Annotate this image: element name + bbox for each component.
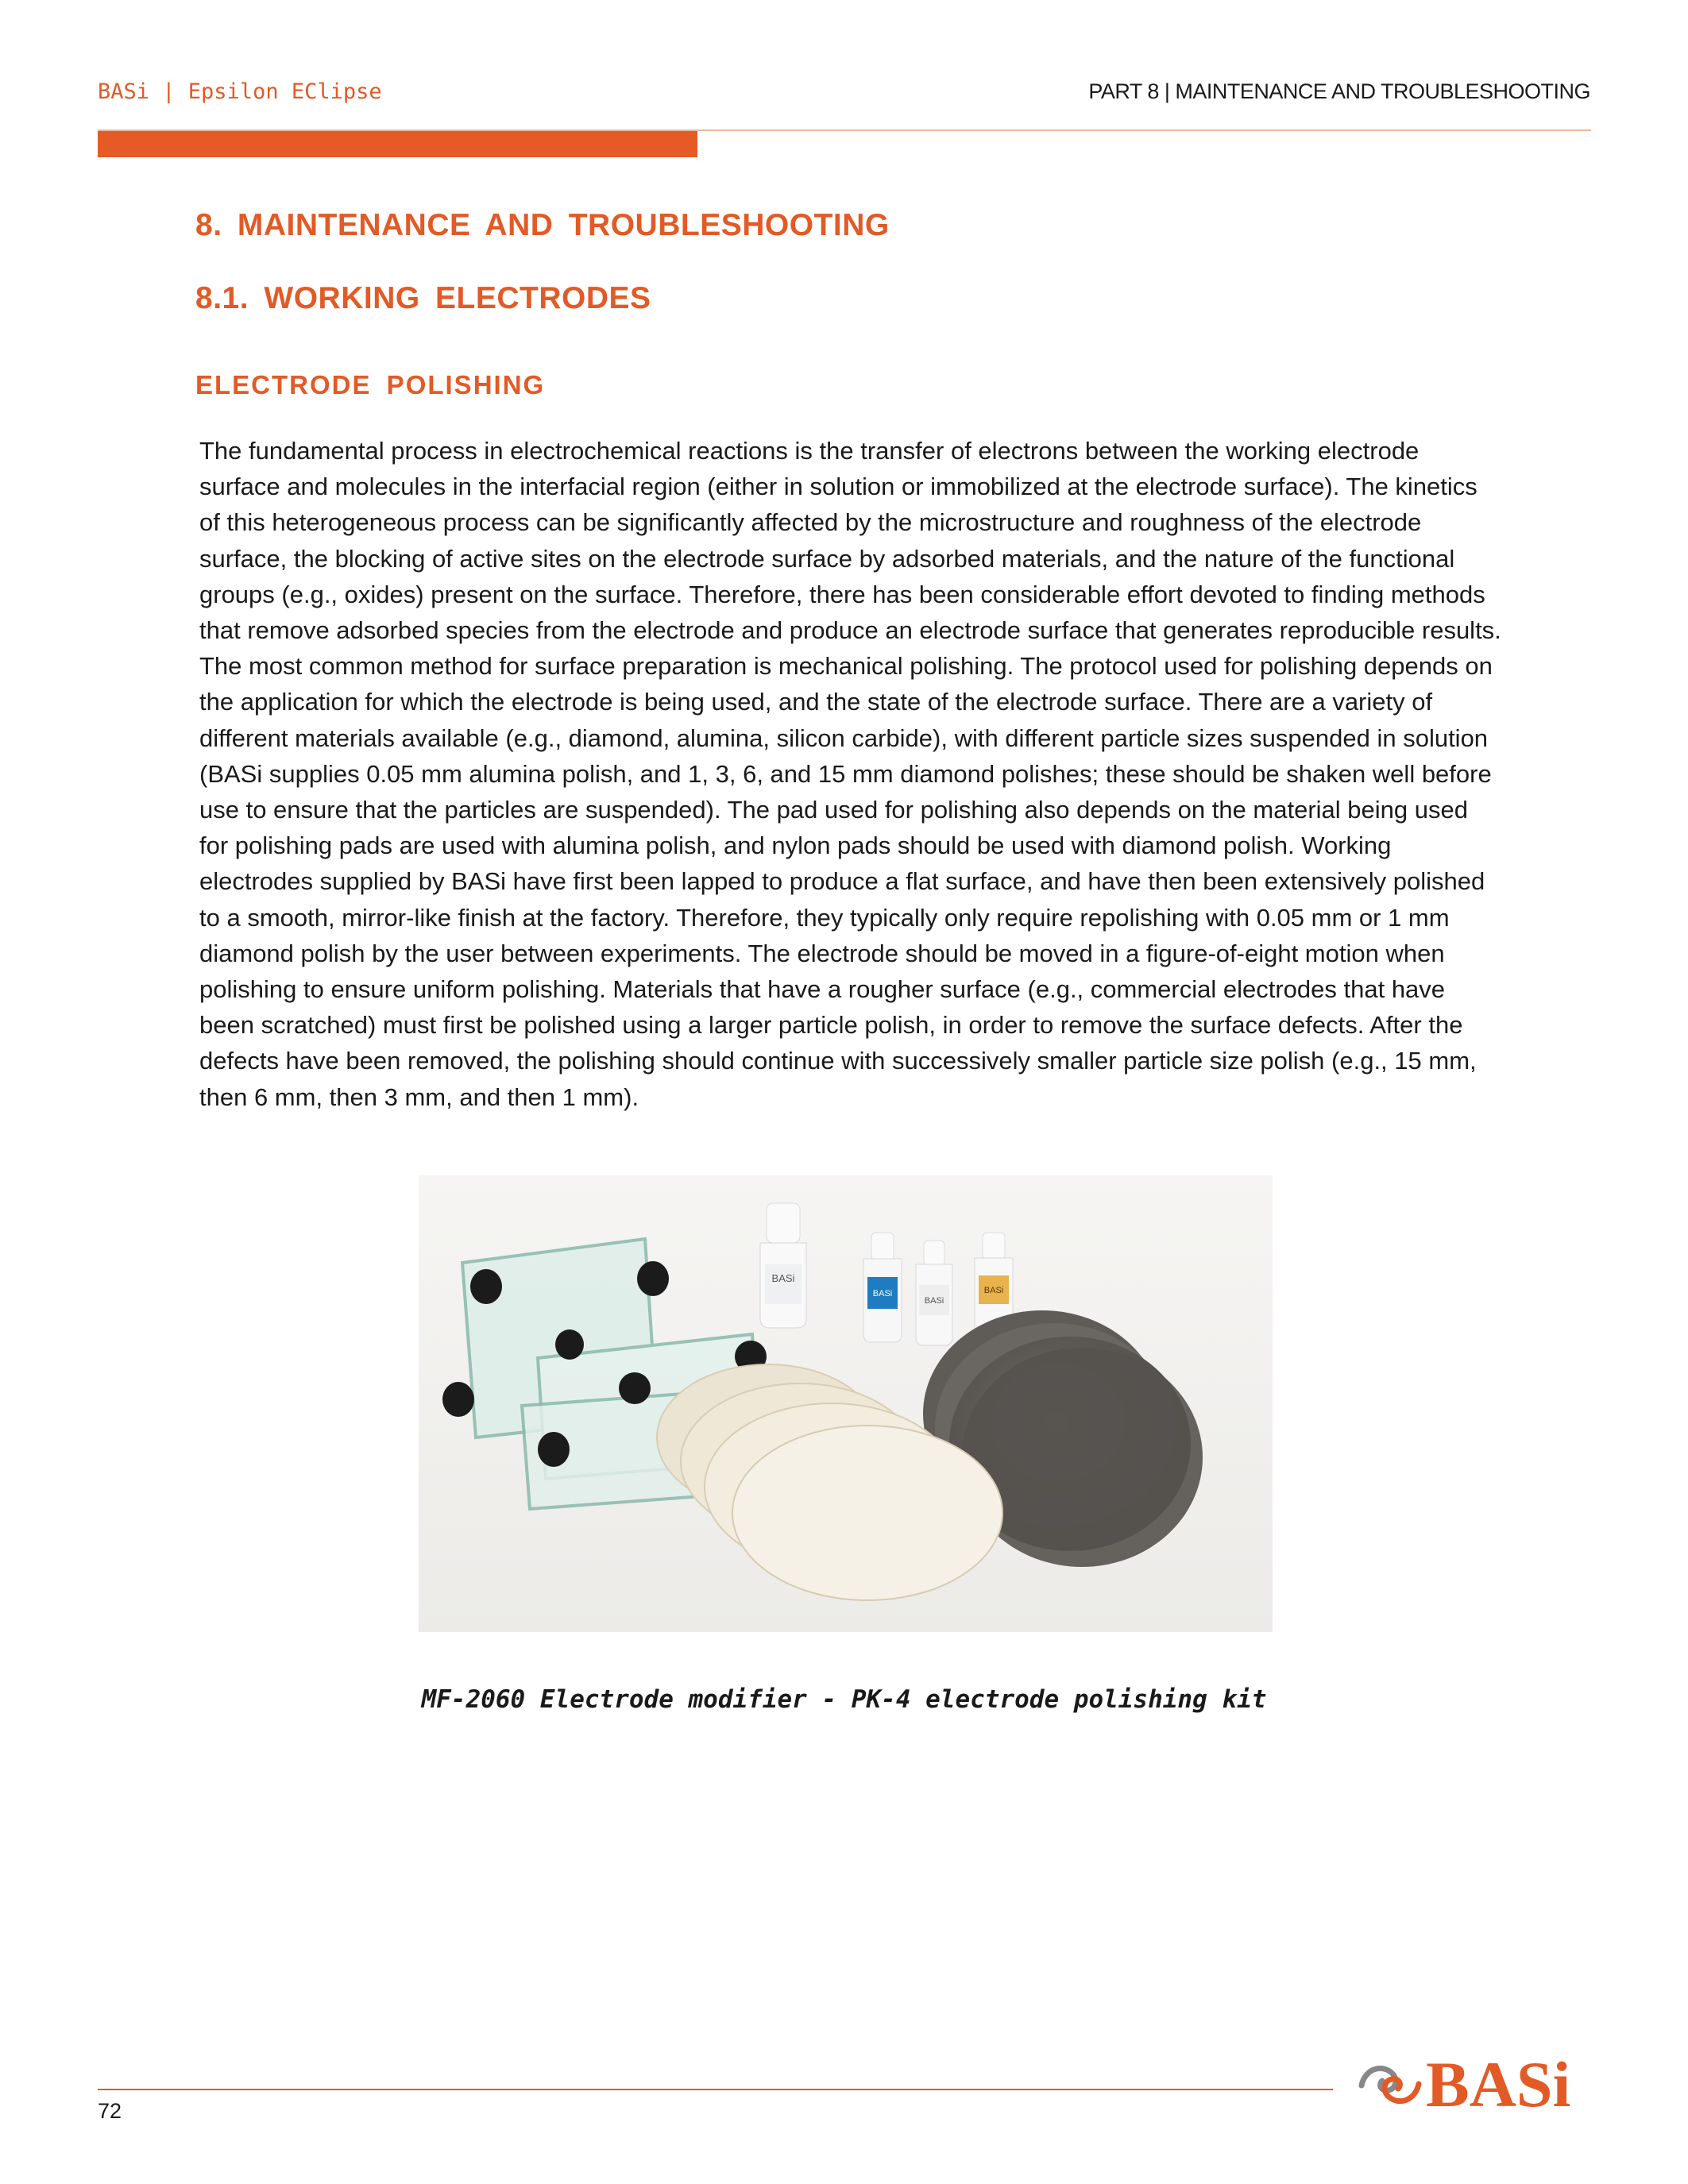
chapter-heading: 8. MAINTENANCE AND TROUBLESHOOTING: [195, 208, 890, 242]
polishing-kit-illustration: [419, 1175, 1273, 1632]
svg-text:BASi: BASi: [983, 1286, 1004, 1295]
body-paragraph: The fundamental process in electrochemical reactions is the transfer of electrons between the working electrode surface and molecules in the interfacial region (either in solution or immobilized at the electrode surface). The kinetics of this heterogeneous process can be significantly affected by the microstructure and roughness of the electrode surface, the blocking of active sites on the electrode surface by adsorbed materials, and the nature of the functional groups (e.g., oxides) present on the surface. Therefore, there has been considerable effort devoted to finding methods that remove adsorbed species from the electrode and produce an electrode surface that generates reproducible results. The most common method for surface preparation is mechanical polishing. The protocol used for polishing depends on the application for which the electrode is being used, and the state of the electrode surface. There are a variety of different materials available (e.g., diamond, alumina, silicon carbide), with different particle sizes suspended in solution (BASi supplies 0.05 mm alumina polish, and 1, 3, 6, and 15 mm diamond polishes; these should be shaken well before use to ensure that the particles are suspended). The pad used for polishing also depends on the material being used for polishing pads are used with alumina polish, and nylon pads should be used with diamond polish. Working electrodes supplied by BASi have first been lapped to produce a flat surface, and have then been extensively polished to a smooth, mirror-like finish at the factory. Therefore, they typically only require repolishing with 0.05 mm or 1 mm diamond polish by the user between experiments. The electrode should be moved in a figure-of-eight motion when polishing to ensure uniform polishing. Materials that have a rougher surface (e.g., commercial electrodes that have been scratched) must first be polished using a larger particle polish, in order to remove the surface defects. After the defects have been removed, the polishing should continue with successively smaller particle size polish (e.g., 15 mm, then 6 mm, then 3 mm, and then 1 mm).: [199, 437, 1501, 1111]
svg-text:BASi: BASi: [771, 1272, 795, 1284]
page-number: 72: [98, 2099, 122, 2123]
header-part-title: PART 8 | MAINTENANCE AND TROUBLESHOOTING: [1088, 79, 1590, 103]
header-accent-bar: [98, 131, 697, 157]
section-heading: 8.1. WORKING ELECTRODES: [195, 281, 651, 315]
logo-wordmark: BASi: [1426, 2048, 1571, 2120]
svg-text:BASi: BASi: [924, 1296, 944, 1306]
subsection-heading: ELECTRODE POLISHING: [195, 370, 546, 399]
polishing-kit-photo: [419, 1175, 1273, 1632]
figure-caption: MF-2060 Electrode modifier - PK-4 electrode polishing kit: [421, 1685, 1267, 1714]
footer-divider: [98, 2089, 1333, 2090]
header-product-name: BASi | Epsilon EClipse: [98, 79, 382, 104]
basi-swirl-icon: [1350, 2049, 1426, 2120]
basi-logo: [1350, 2049, 1589, 2120]
svg-text:BASi: BASi: [872, 1289, 893, 1298]
